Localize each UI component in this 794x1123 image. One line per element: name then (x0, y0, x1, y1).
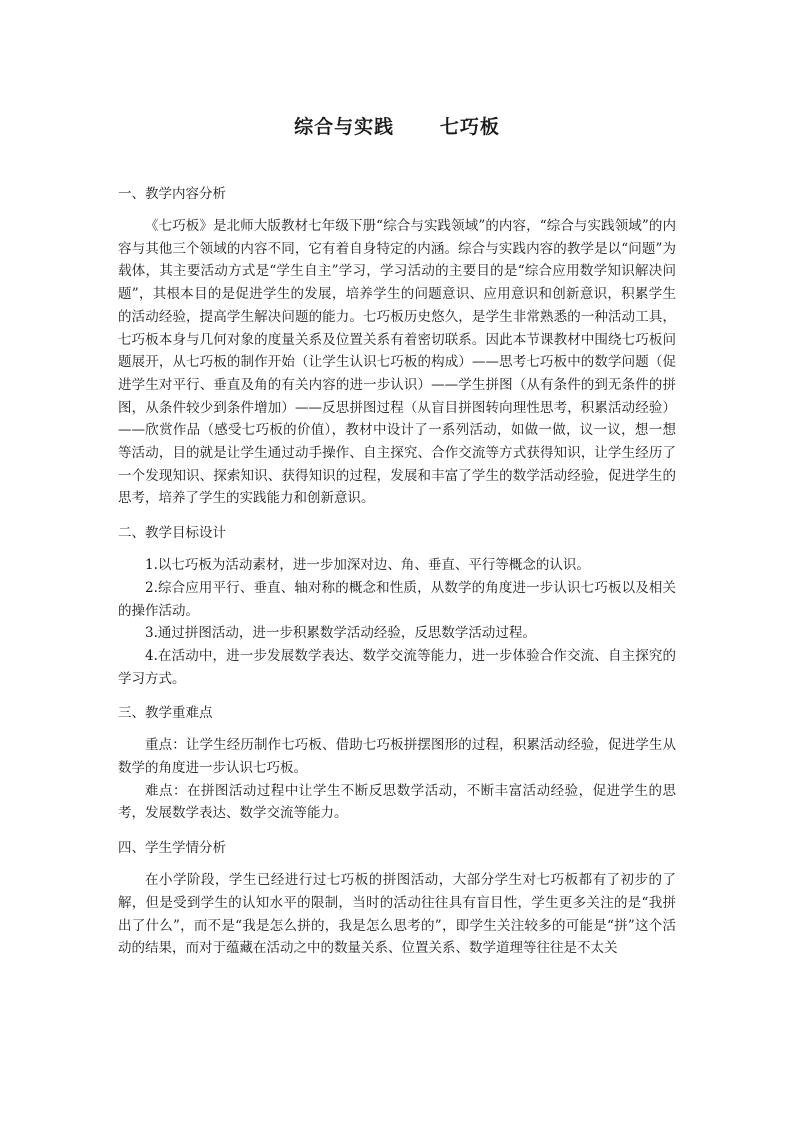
goal-item-4: 4.在活动中，进一步发展数学表达、数学交流等能力，进一步体验合作交流、自主探究的学习方式。 (118, 647, 676, 687)
goal-item-1: 1.以七巧板为活动素材，进一步加深对边、角、垂直、平行等概念的认识。 (145, 557, 590, 574)
section-heading-content-analysis: 一、教学内容分析 (118, 186, 226, 202)
goal-item-2: 2.综合应用平行、垂直、轴对称的概念和性质，从数学的角度进一步认识七巧板以及相关的操作活动。 (118, 579, 676, 619)
key-point-paragraph: 重点：让学生经历制作七巧板、借助七巧板拼摆图形的过程，积累活动经验，促进学生从数学的角度进一步认识七巧板。 (118, 737, 676, 777)
document-title: 综合与实践 七巧板 (294, 116, 500, 138)
paragraph-content-analysis: 《七巧板》是北师大版教材七年级下册“综合与实践领域”的内容，“综合与实践领域”的内容与其他三个领域的内容不同，它有着自身特定的内涵。综合与实践内容的教学是以“问题”为载体，其主要活动方式是“学生自主”学习，学习活动的主要目的是“综合应用数学知识解决问题”，其根本目的是促进学生的发展，培养学生的问题意识、应用意识和创新意识，积累学生的活动经验，提高学生解决问题的能力。七巧板历史悠久，是学生非常熟悉的一种活动工具，七巧板本身与几何对象的度量关系及位置关系有着密切联系。因此本节课教材中围绕七巧板问题展开，从七巧板的制作开始（让学生认识七巧板的构成）——思考七巧板中的数学问题（促进学生对平行、垂直及角的有关内容的进一步认识）——学生拼图（从有条件的到无条件的拼图，从条件较少到条件增加）——反思拼图过程（从盲目拼图转向理性思考，积累活动经验）——欣赏作品（感受七巧板的价值），教材中设计了一系列活动，如做一做，议一议，想一想等活动，目的就是让学生通过动手操作、自主探究、合作交流等方式获得知识，让学生经历了一个发现知识、探索知识、获得知识的过程，发展和丰富了学生的数学活动经验，促进学生的思考，培养了学生的实践能力和创新意识。 (118, 218, 676, 507)
section-heading-key-difficult-points: 三、教学重难点 (118, 705, 213, 722)
difficult-point-paragraph: 难点：在拼图活动过程中让学生不断反思数学活动，不断丰富活动经验，促进学生的思考，发展数学表达、数学交流等能力。 (118, 782, 676, 822)
section-heading-teaching-goals: 二、教学目标设计 (118, 525, 226, 542)
goal-item-3: 3.通过拼图活动，进一步积累数学活动经验，反思数学活动过程。 (145, 625, 536, 642)
paragraph-student-analysis: 在小学阶段，学生已经进行过七巧板的拼图活动，大部分学生对七巧板都有了初步的了解，但是受到学生的认知水平的限制，当时的活动往往具有盲目性，学生更多关注的是“我拼出了什么”，而不是“我是怎么拼的，我是怎么思考的”，即学生关注较多的可能是“拼”这个活动的结果，而对于蕴藏在活动之中的数量关系、位置关系、数学道理等往往是不太关 (118, 872, 676, 957)
section-heading-student-analysis: 四、学生学情分析 (118, 840, 226, 857)
document-body (118, 183, 676, 960)
